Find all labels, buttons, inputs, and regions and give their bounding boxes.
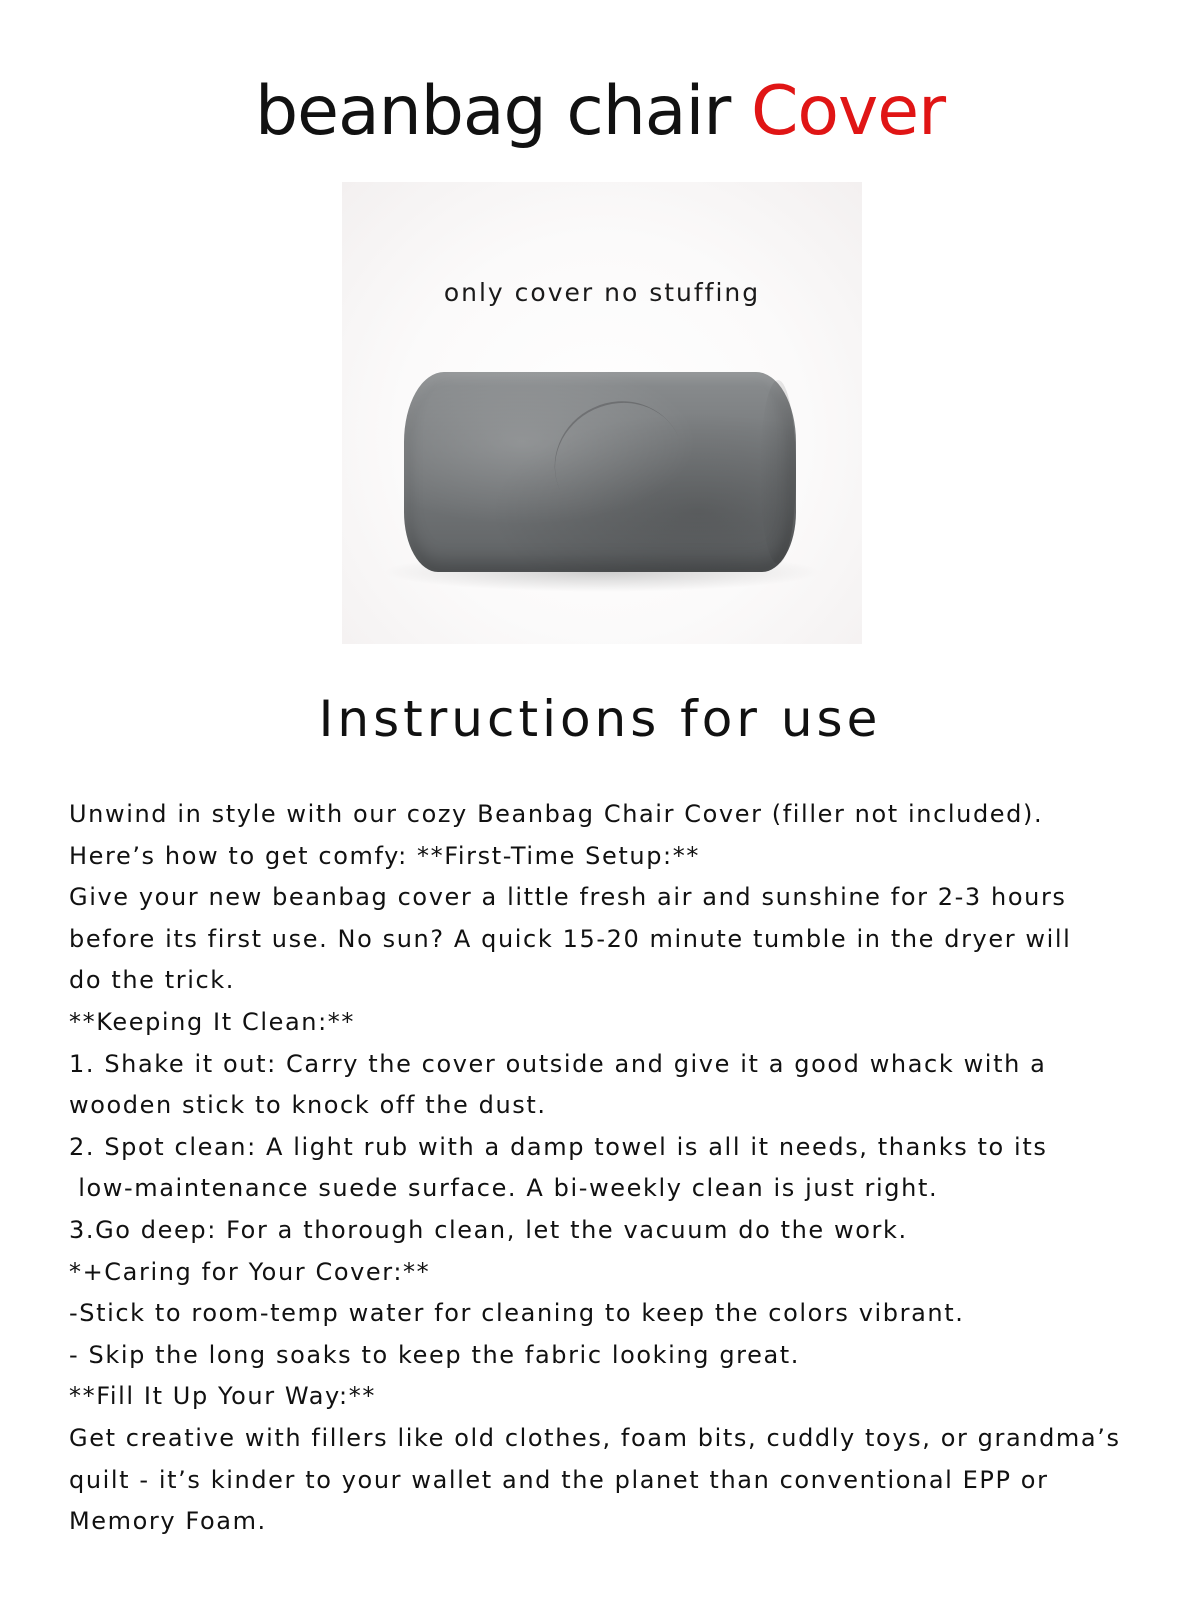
instruction-line: Give your new beanbag cover a little fresh air and sunshine for 2-3 hours: [69, 883, 1067, 912]
instruction-line: wooden stick to knock off the dust.: [69, 1091, 547, 1120]
photo-caption: only cover no stuffing: [443, 278, 761, 307]
instruction-line: before its first use. No sun? A quick 15-20 minute tumble in the dryer will: [69, 924, 1072, 953]
title-accent-text: Cover: [750, 72, 946, 151]
page-title: [0, 72, 1200, 151]
instruction-line: - Skip the long soaks to keep the fabric looking great.: [69, 1340, 801, 1369]
instructions-list: [69, 794, 1179, 1543]
roll-fold-line: [534, 380, 703, 546]
instruction-line: low-maintenance suede surface. A bi-weekly clean is just right.: [69, 1174, 939, 1203]
instruction-line: **Keeping It Clean:**: [69, 1007, 355, 1036]
instructions-heading: Instructions for use: [318, 690, 882, 748]
gray-plush-roll-image: [404, 372, 796, 572]
instruction-line: *+Caring for Your Cover:**: [69, 1257, 431, 1286]
instruction-line: **Fill It Up Your Way:**: [69, 1382, 376, 1411]
product-photo: [342, 182, 862, 644]
instruction-line: Here’s how to get comfy: **First-Time Setup:**: [69, 841, 700, 870]
instruction-line: Unwind in style with our cozy Beanbag Chair Cover (filler not included).: [69, 800, 1044, 828]
instruction-line: quilt - it’s kinder to your wallet and the planet than conventional EPP or: [69, 1465, 1049, 1494]
instruction-line: Get creative with fillers like old clothes, foam bits, cuddly toys, or grandma’s: [69, 1423, 1121, 1452]
instruction-line: do the trick.: [69, 966, 236, 995]
instruction-line: 3.Go deep: For a thorough clean, let the vacuum do the work.: [69, 1215, 908, 1244]
instruction-line: Memory Foam.: [69, 1507, 267, 1536]
instruction-line: 2. Spot clean: A light rub with a damp towel is all it needs, thanks to its: [69, 1132, 1048, 1161]
roll-end-shade: [760, 380, 796, 564]
instruction-line: -Stick to room-temp water for cleaning to keep the colors vibrant.: [69, 1299, 965, 1328]
title-main-text: beanbag chair: [254, 72, 751, 151]
instruction-line: 1. Shake it out: Carry the cover outside and give it a good whack with a: [69, 1049, 1047, 1078]
